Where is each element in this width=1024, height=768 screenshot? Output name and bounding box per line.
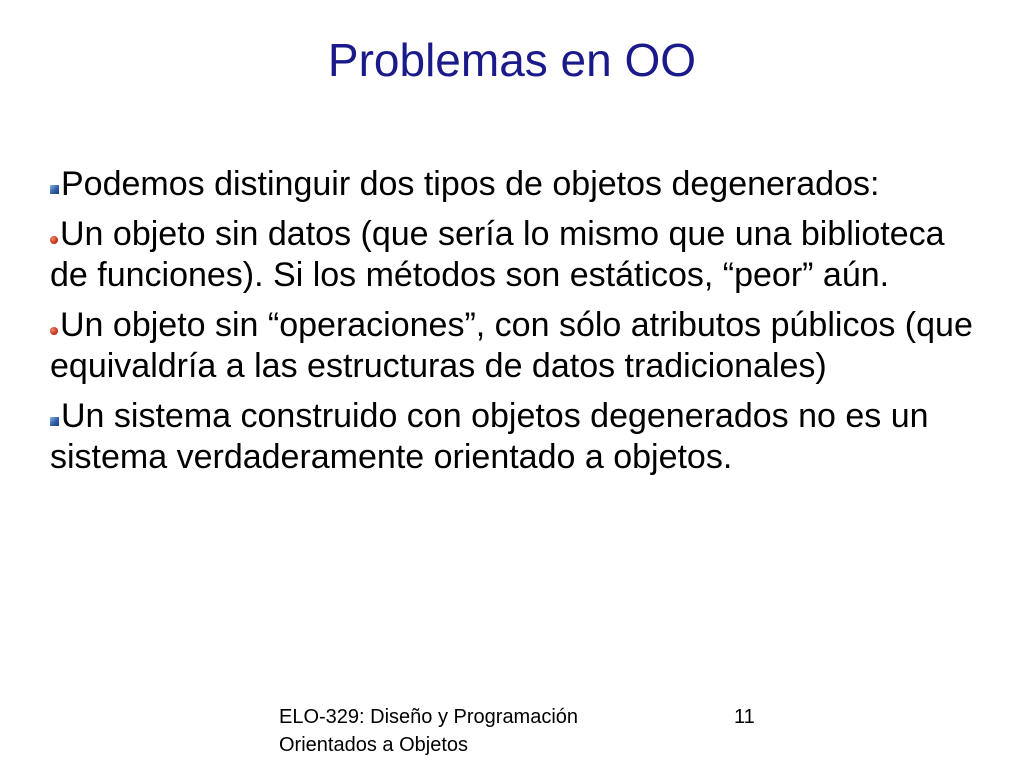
square-bullet-icon [50, 417, 59, 426]
bullet-text-1: Podemos distinguir dos tipos de objetos degenerados: [61, 165, 880, 203]
bullet-text-3: Un objeto sin “operaciones”, con sólo atributos públicos (que equivaldría a las estructuras de datos tradicionales) [50, 306, 973, 385]
bullet-text-2: Un objeto sin datos (que sería lo mismo que una biblioteca de funciones). Si los métodos son estáticos, “peor” aún. [50, 215, 945, 294]
round-bullet-icon [50, 236, 58, 244]
bullet-item-2 [50, 214, 980, 296]
bullet-item-1 [50, 164, 980, 205]
footer-course-line-1: ELO-329: Diseño y Programación [279, 706, 579, 728]
bullet-text-4: Un sistema construido con objetos degenerados no es un sistema verdaderamente orientado a objetos. [50, 397, 929, 476]
round-bullet-icon [50, 327, 58, 335]
footer-course-name [279, 703, 659, 759]
slide-title: Problemas en OO [327, 34, 697, 86]
page-number: 11 [734, 706, 755, 728]
slide-content [50, 164, 980, 487]
bullet-item-4 [50, 396, 980, 478]
square-bullet-icon [50, 185, 59, 194]
footer-course-line-2: Orientados a Objetos [279, 734, 468, 756]
bullet-item-3 [50, 305, 980, 387]
